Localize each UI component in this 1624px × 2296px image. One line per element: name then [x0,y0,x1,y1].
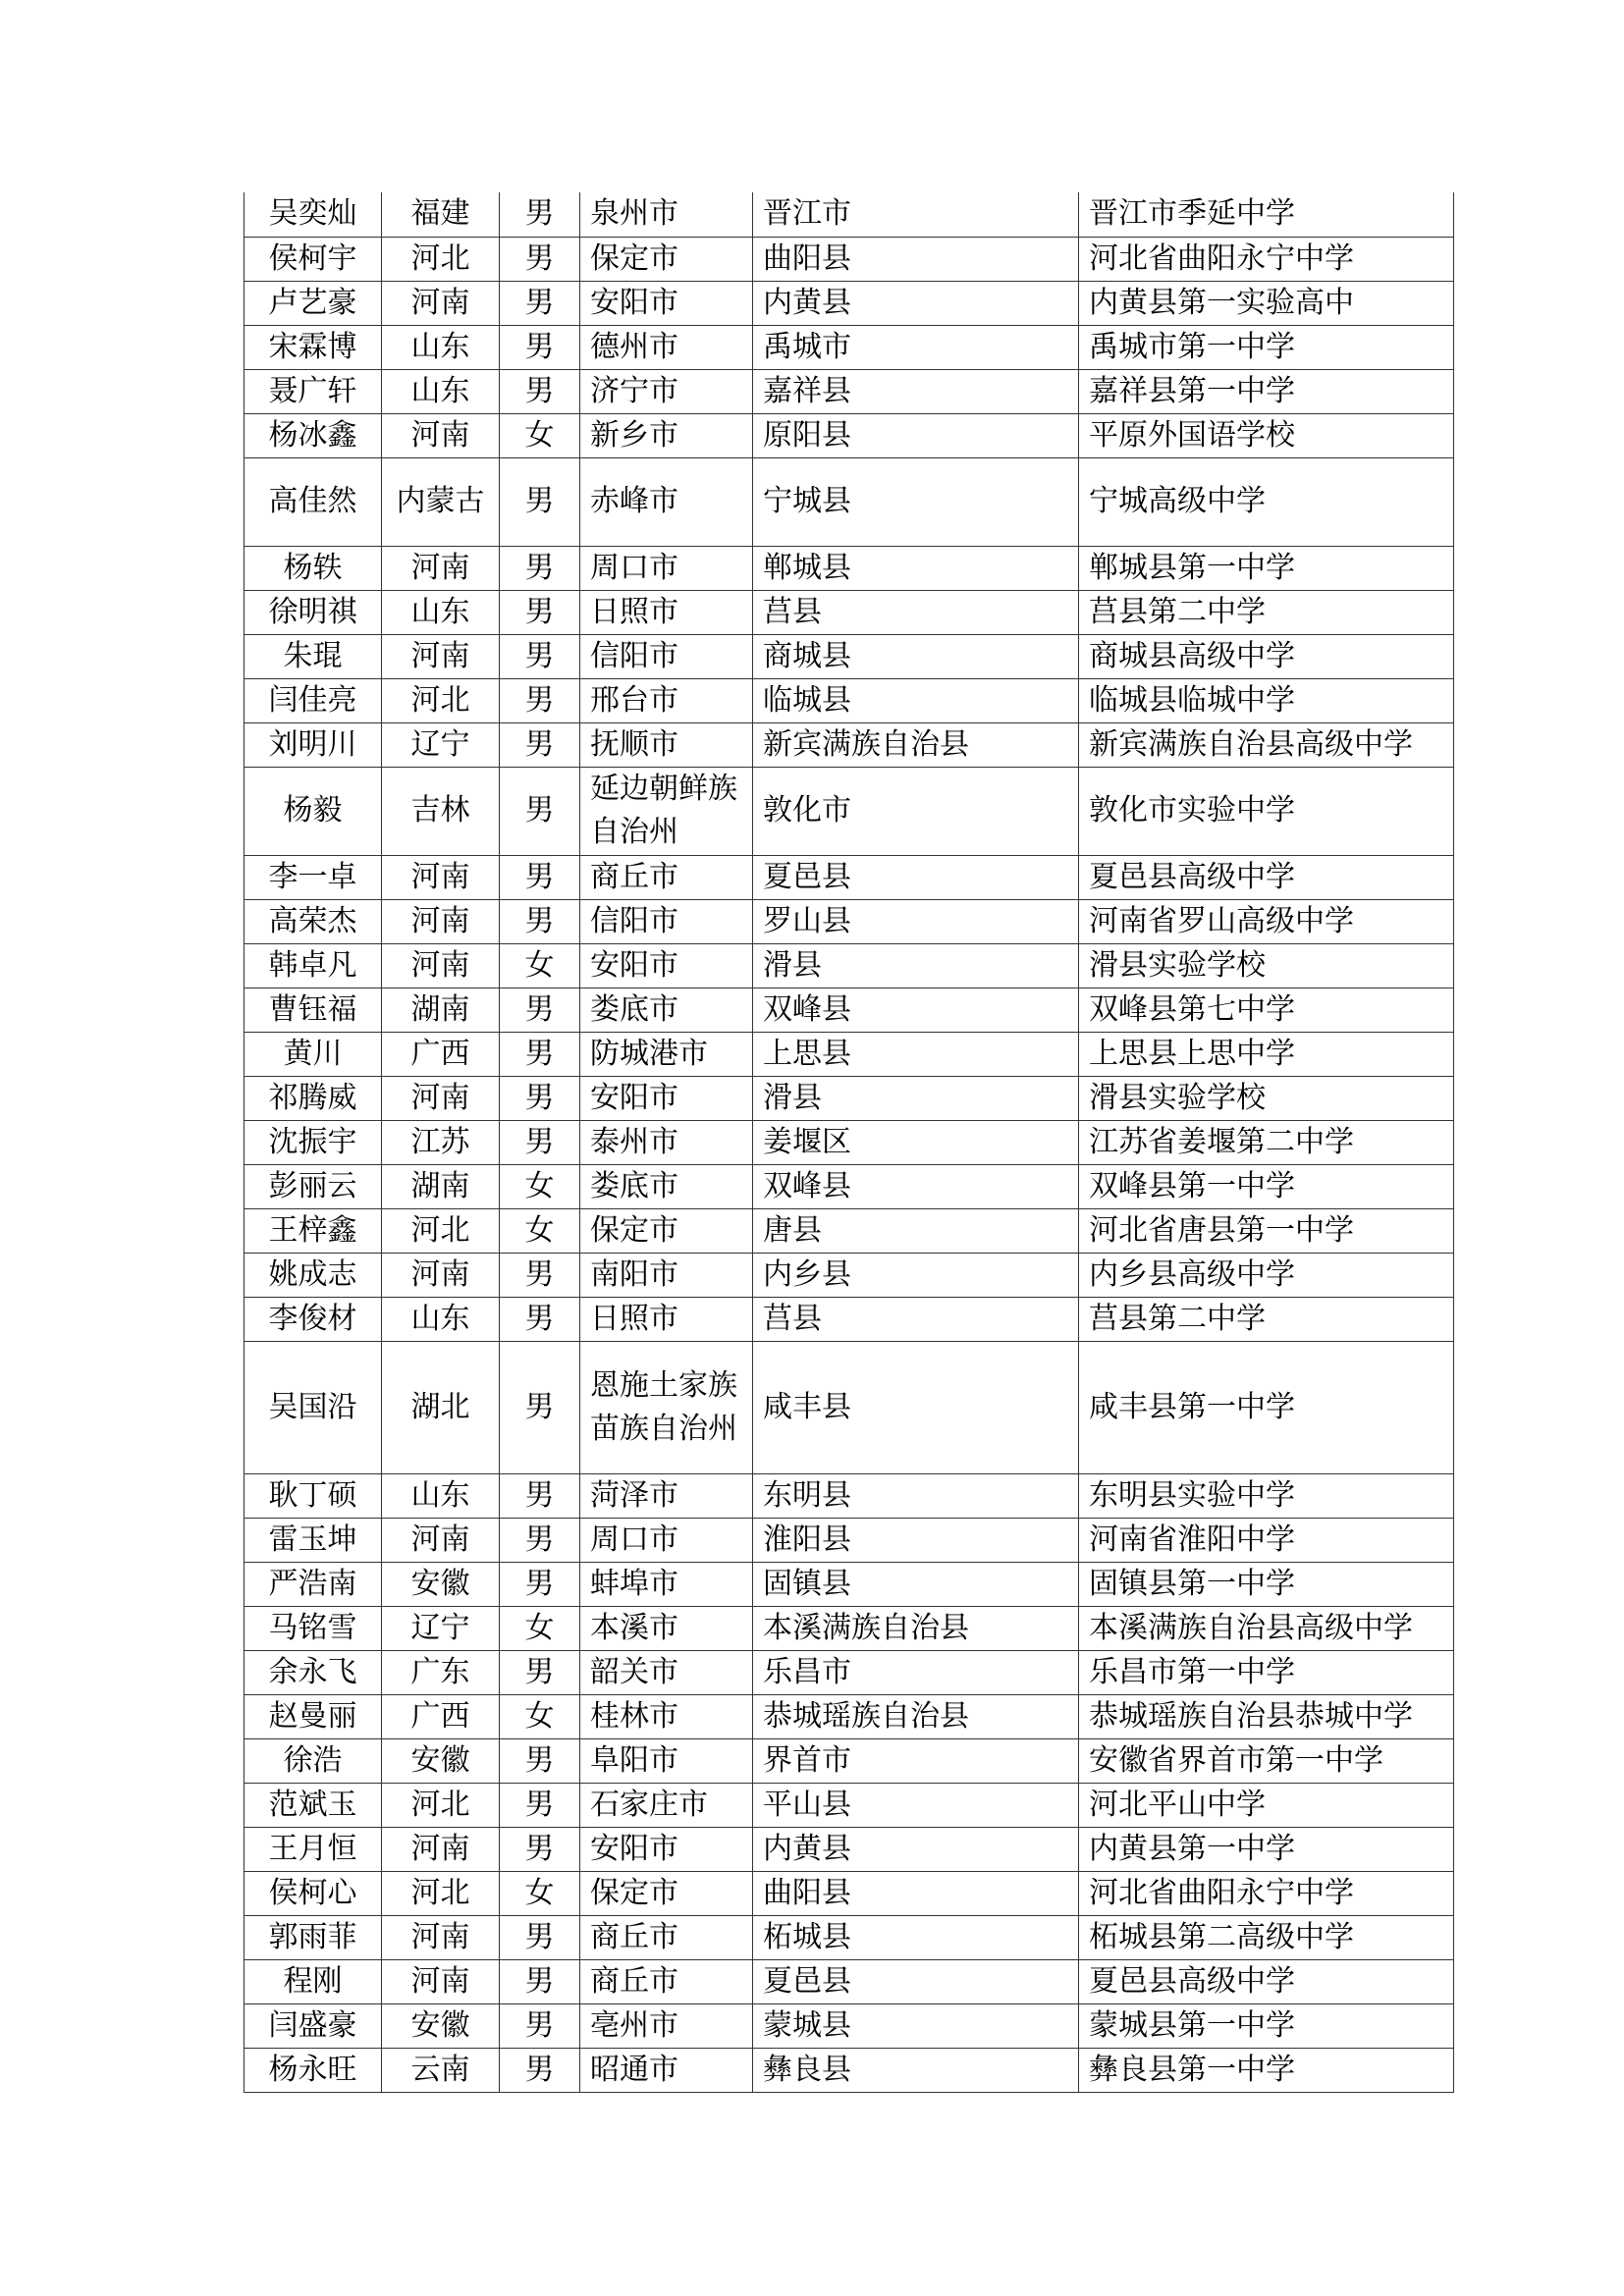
city-cell: 商丘市 [580,1915,753,1959]
student-name: 祁腾威 [244,1076,382,1120]
province-cell: 福建 [382,192,500,237]
student-name: 黄川 [244,1032,382,1076]
school-cell: 本溪满族自治县高级中学 [1079,1606,1454,1650]
school-cell: 滑县实验学校 [1079,943,1454,988]
city-cell: 保定市 [580,237,753,281]
table-row [244,369,1454,413]
county-cell: 内黄县 [753,281,1079,325]
table-row [244,1738,1454,1783]
school-cell: 内黄县第一实验高中 [1079,281,1454,325]
city-cell: 周口市 [580,1518,753,1562]
gender-cell: 男 [500,634,580,678]
student-name: 严浩南 [244,1562,382,1606]
county-cell: 姜堰区 [753,1120,1079,1164]
gender-cell: 男 [500,281,580,325]
student-name: 高佳然 [244,457,382,546]
gender-cell: 女 [500,1694,580,1738]
school-cell: 蒙城县第一中学 [1079,2003,1454,2048]
province-cell: 河南 [382,1959,500,2003]
school-cell: 晋江市季延中学 [1079,192,1454,237]
gender-cell: 男 [500,1120,580,1164]
school-cell: 河北省曲阳永宁中学 [1079,1871,1454,1915]
table-row [244,1650,1454,1694]
school-cell: 滑县实验学校 [1079,1076,1454,1120]
county-cell: 滑县 [753,943,1079,988]
gender-cell: 男 [500,590,580,634]
gender-cell: 男 [500,237,580,281]
county-cell: 上思县 [753,1032,1079,1076]
gender-cell: 男 [500,767,580,855]
county-cell: 本溪满族自治县 [753,1606,1079,1650]
table-row [244,325,1454,369]
gender-cell: 男 [500,1783,580,1827]
school-cell: 临城县临城中学 [1079,678,1454,722]
table-row [244,192,1454,237]
table-row [244,1032,1454,1076]
province-cell: 山东 [382,1473,500,1518]
student-name: 卢艺豪 [244,281,382,325]
province-cell: 河南 [382,546,500,590]
county-cell: 蒙城县 [753,2003,1079,2048]
gender-cell: 男 [500,1297,580,1341]
county-cell: 夏邑县 [753,855,1079,899]
gender-cell: 男 [500,1518,580,1562]
student-name: 侯柯宇 [244,237,382,281]
school-cell: 河北省曲阳永宁中学 [1079,237,1454,281]
student-name: 徐明祺 [244,590,382,634]
student-name: 马铭雪 [244,1606,382,1650]
city-cell: 昭通市 [580,2048,753,2092]
city-cell: 抚顺市 [580,722,753,767]
city-cell: 蚌埠市 [580,1562,753,1606]
city-cell: 信阳市 [580,634,753,678]
school-cell: 河北省唐县第一中学 [1079,1208,1454,1253]
student-name: 王梓鑫 [244,1208,382,1253]
city-cell: 娄底市 [580,1164,753,1208]
province-cell: 云南 [382,2048,500,2092]
county-cell: 固镇县 [753,1562,1079,1606]
school-cell: 彝良县第一中学 [1079,2048,1454,2092]
county-cell: 唐县 [753,1208,1079,1253]
city-cell: 韶关市 [580,1650,753,1694]
school-cell: 双峰县第七中学 [1079,988,1454,1032]
province-cell: 河南 [382,413,500,457]
province-cell: 河北 [382,1871,500,1915]
province-cell: 河南 [382,1076,500,1120]
province-cell: 山东 [382,1297,500,1341]
province-cell: 河南 [382,1518,500,1562]
county-cell: 乐昌市 [753,1650,1079,1694]
gender-cell: 男 [500,2003,580,2048]
county-cell: 内黄县 [753,1827,1079,1871]
student-name: 李俊材 [244,1297,382,1341]
province-cell: 河南 [382,1915,500,1959]
student-name: 郭雨菲 [244,1915,382,1959]
gender-cell: 男 [500,1738,580,1783]
table-row [244,1871,1454,1915]
table-row [244,457,1454,546]
province-cell: 广西 [382,1032,500,1076]
gender-cell: 男 [500,1562,580,1606]
school-cell: 夏邑县高级中学 [1079,855,1454,899]
student-name: 闫盛豪 [244,2003,382,2048]
gender-cell: 男 [500,899,580,943]
school-cell: 嘉祥县第一中学 [1079,369,1454,413]
student-name: 吴奕灿 [244,192,382,237]
province-cell: 吉林 [382,767,500,855]
city-cell: 安阳市 [580,1827,753,1871]
province-cell: 河南 [382,943,500,988]
city-cell: 延边朝鲜族自治州 [580,767,753,855]
table-row [244,722,1454,767]
county-cell: 咸丰县 [753,1341,1079,1473]
gender-cell: 男 [500,1827,580,1871]
table-row [244,1253,1454,1297]
city-cell: 娄底市 [580,988,753,1032]
county-cell: 东明县 [753,1473,1079,1518]
gender-cell: 男 [500,1473,580,1518]
city-cell: 保定市 [580,1208,753,1253]
student-name: 曹钰福 [244,988,382,1032]
student-name: 朱琨 [244,634,382,678]
table-row [244,943,1454,988]
gender-cell: 女 [500,1606,580,1650]
province-cell: 河北 [382,678,500,722]
gender-cell: 男 [500,1959,580,2003]
table-row [244,1341,1454,1473]
table-row [244,1827,1454,1871]
school-cell: 河南省淮阳中学 [1079,1518,1454,1562]
county-cell: 宁城县 [753,457,1079,546]
school-cell: 东明县实验中学 [1079,1473,1454,1518]
city-cell: 阜阳市 [580,1738,753,1783]
county-cell: 双峰县 [753,1164,1079,1208]
county-cell: 平山县 [753,1783,1079,1827]
school-cell: 河北平山中学 [1079,1783,1454,1827]
county-cell: 曲阳县 [753,1871,1079,1915]
school-cell: 商城县高级中学 [1079,634,1454,678]
city-cell: 济宁市 [580,369,753,413]
city-cell: 防城港市 [580,1032,753,1076]
school-cell: 郸城县第一中学 [1079,546,1454,590]
province-cell: 山东 [382,590,500,634]
student-name: 赵曼丽 [244,1694,382,1738]
city-cell: 泰州市 [580,1120,753,1164]
school-cell: 上思县上思中学 [1079,1032,1454,1076]
county-cell: 彝良县 [753,2048,1079,2092]
city-cell: 商丘市 [580,855,753,899]
city-cell: 泉州市 [580,192,753,237]
table-row [244,1076,1454,1120]
county-cell: 嘉祥县 [753,369,1079,413]
city-cell: 亳州市 [580,2003,753,2048]
city-cell: 商丘市 [580,1959,753,2003]
table-row [244,1915,1454,1959]
province-cell: 河南 [382,899,500,943]
province-cell: 河南 [382,634,500,678]
student-name: 彭丽云 [244,1164,382,1208]
table-row [244,678,1454,722]
student-name: 聂广轩 [244,369,382,413]
gender-cell: 男 [500,988,580,1032]
school-cell: 敦化市实验中学 [1079,767,1454,855]
gender-cell: 男 [500,678,580,722]
gender-cell: 男 [500,855,580,899]
province-cell: 河北 [382,1208,500,1253]
student-name: 徐浩 [244,1738,382,1783]
student-name: 余永飞 [244,1650,382,1694]
table-row [244,1473,1454,1518]
student-name: 韩卓凡 [244,943,382,988]
gender-cell: 女 [500,1208,580,1253]
county-cell: 新宾满族自治县 [753,722,1079,767]
gender-cell: 男 [500,369,580,413]
student-name: 吴国沿 [244,1341,382,1473]
province-cell: 湖南 [382,988,500,1032]
student-roster-table [244,192,1454,2093]
student-name: 雷玉坤 [244,1518,382,1562]
county-cell: 晋江市 [753,192,1079,237]
school-cell: 柘城县第二高级中学 [1079,1915,1454,1959]
county-cell: 滑县 [753,1076,1079,1120]
province-cell: 辽宁 [382,1606,500,1650]
gender-cell: 男 [500,1341,580,1473]
table-row [244,1120,1454,1164]
student-name: 宋霖博 [244,325,382,369]
gender-cell: 男 [500,1915,580,1959]
student-name: 杨毅 [244,767,382,855]
table-row [244,281,1454,325]
city-cell: 安阳市 [580,281,753,325]
city-cell: 周口市 [580,546,753,590]
student-name: 闫佳亮 [244,678,382,722]
county-cell: 罗山县 [753,899,1079,943]
school-cell: 恭城瑶族自治县恭城中学 [1079,1694,1454,1738]
school-cell: 莒县第二中学 [1079,1297,1454,1341]
table-row [244,2003,1454,2048]
city-cell: 菏泽市 [580,1473,753,1518]
province-cell: 山东 [382,369,500,413]
gender-cell: 男 [500,722,580,767]
gender-cell: 男 [500,1076,580,1120]
city-cell: 日照市 [580,1297,753,1341]
student-name: 程刚 [244,1959,382,2003]
city-cell: 新乡市 [580,413,753,457]
table-row [244,237,1454,281]
table-row [244,1694,1454,1738]
county-cell: 柘城县 [753,1915,1079,1959]
school-cell: 夏邑县高级中学 [1079,1959,1454,2003]
school-cell: 乐昌市第一中学 [1079,1650,1454,1694]
province-cell: 山东 [382,325,500,369]
province-cell: 湖北 [382,1341,500,1473]
table-row [244,767,1454,855]
gender-cell: 男 [500,1032,580,1076]
student-name: 姚成志 [244,1253,382,1297]
province-cell: 江苏 [382,1120,500,1164]
province-cell: 广西 [382,1694,500,1738]
student-name: 沈振宇 [244,1120,382,1164]
school-cell: 安徽省界首市第一中学 [1079,1738,1454,1783]
student-name: 刘明川 [244,722,382,767]
table-row [244,413,1454,457]
county-cell: 临城县 [753,678,1079,722]
school-cell: 新宾满族自治县高级中学 [1079,722,1454,767]
gender-cell: 男 [500,1253,580,1297]
student-name: 范斌玉 [244,1783,382,1827]
school-cell: 禹城市第一中学 [1079,325,1454,369]
county-cell: 原阳县 [753,413,1079,457]
student-name: 耿丁硕 [244,1473,382,1518]
school-cell: 咸丰县第一中学 [1079,1341,1454,1473]
province-cell: 河北 [382,1783,500,1827]
province-cell: 辽宁 [382,722,500,767]
student-name: 杨冰鑫 [244,413,382,457]
province-cell: 河南 [382,1827,500,1871]
county-cell: 莒县 [753,590,1079,634]
county-cell: 淮阳县 [753,1518,1079,1562]
city-cell: 信阳市 [580,899,753,943]
province-cell: 安徽 [382,1738,500,1783]
table-row [244,634,1454,678]
student-name: 高荣杰 [244,899,382,943]
gender-cell: 女 [500,413,580,457]
roster-body [244,192,1454,2092]
gender-cell: 女 [500,1871,580,1915]
province-cell: 湖南 [382,1164,500,1208]
gender-cell: 男 [500,192,580,237]
province-cell: 安徽 [382,1562,500,1606]
gender-cell: 男 [500,546,580,590]
school-cell: 内乡县高级中学 [1079,1253,1454,1297]
county-cell: 界首市 [753,1738,1079,1783]
province-cell: 广东 [382,1650,500,1694]
city-cell: 邢台市 [580,678,753,722]
county-cell: 敦化市 [753,767,1079,855]
city-cell: 本溪市 [580,1606,753,1650]
county-cell: 曲阳县 [753,237,1079,281]
table-row [244,1164,1454,1208]
school-cell: 固镇县第一中学 [1079,1562,1454,1606]
city-cell: 德州市 [580,325,753,369]
student-name: 李一卓 [244,855,382,899]
province-cell: 河南 [382,1253,500,1297]
school-cell: 莒县第二中学 [1079,590,1454,634]
school-cell: 江苏省姜堰第二中学 [1079,1120,1454,1164]
city-cell: 南阳市 [580,1253,753,1297]
school-cell: 河南省罗山高级中学 [1079,899,1454,943]
table-row [244,1783,1454,1827]
table-row [244,1297,1454,1341]
county-cell: 郸城县 [753,546,1079,590]
gender-cell: 男 [500,2048,580,2092]
province-cell: 河北 [382,237,500,281]
table-row [244,590,1454,634]
county-cell: 莒县 [753,1297,1079,1341]
student-name: 王月恒 [244,1827,382,1871]
table-row [244,546,1454,590]
student-name: 侯柯心 [244,1871,382,1915]
city-cell: 安阳市 [580,1076,753,1120]
school-cell: 内黄县第一中学 [1079,1827,1454,1871]
student-name: 杨永旺 [244,2048,382,2092]
table-row [244,1518,1454,1562]
city-cell: 恩施土家族苗族自治州 [580,1341,753,1473]
county-cell: 内乡县 [753,1253,1079,1297]
city-cell: 保定市 [580,1871,753,1915]
table-row [244,988,1454,1032]
city-cell: 赤峰市 [580,457,753,546]
city-cell: 日照市 [580,590,753,634]
province-cell: 河南 [382,281,500,325]
county-cell: 禹城市 [753,325,1079,369]
county-cell: 商城县 [753,634,1079,678]
school-cell: 双峰县第一中学 [1079,1164,1454,1208]
county-cell: 双峰县 [753,988,1079,1032]
province-cell: 内蒙古 [382,457,500,546]
table-row [244,1208,1454,1253]
county-cell: 夏邑县 [753,1959,1079,2003]
gender-cell: 女 [500,943,580,988]
school-cell: 宁城高级中学 [1079,457,1454,546]
gender-cell: 男 [500,457,580,546]
gender-cell: 男 [500,325,580,369]
province-cell: 河南 [382,855,500,899]
student-name: 杨轶 [244,546,382,590]
gender-cell: 女 [500,1164,580,1208]
city-cell: 安阳市 [580,943,753,988]
table-row [244,1562,1454,1606]
city-cell: 桂林市 [580,1694,753,1738]
province-cell: 安徽 [382,2003,500,2048]
county-cell: 恭城瑶族自治县 [753,1694,1079,1738]
table-row [244,2048,1454,2092]
table-row [244,899,1454,943]
table-row [244,1959,1454,2003]
table-row [244,855,1454,899]
table-row [244,1606,1454,1650]
city-cell: 石家庄市 [580,1783,753,1827]
gender-cell: 男 [500,1650,580,1694]
school-cell: 平原外国语学校 [1079,413,1454,457]
